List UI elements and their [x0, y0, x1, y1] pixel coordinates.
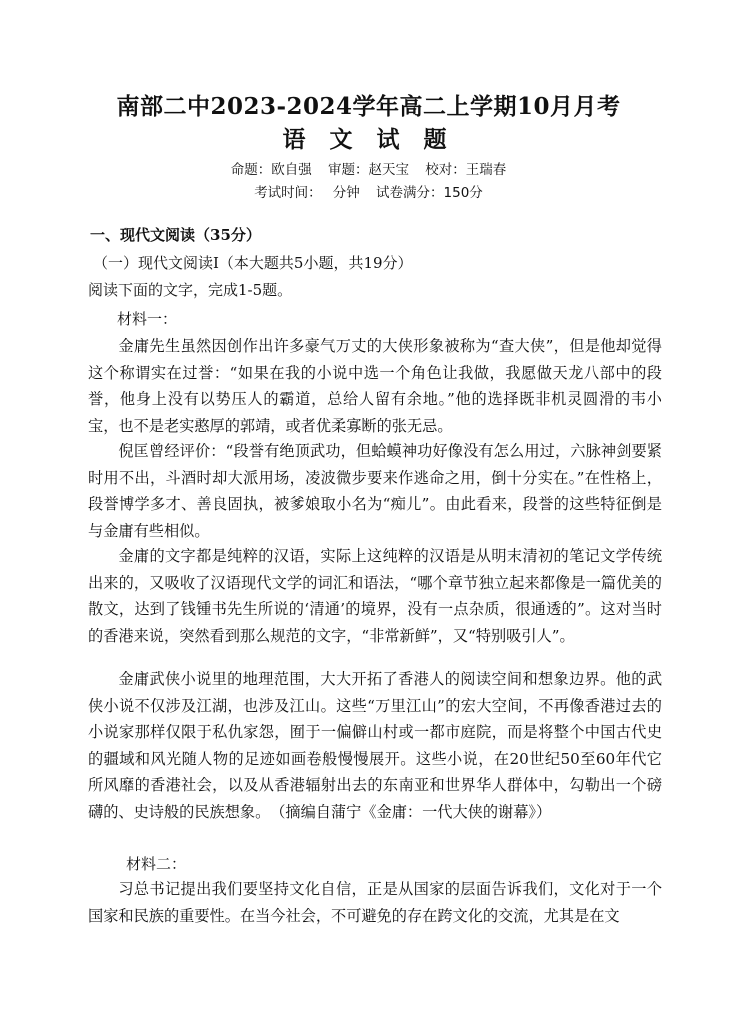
material-two-paragraph: 习总书记提出我们要坚持文化自信，正是从国家的层面告诉我们，文化对于一个国家和民族的重要性。在当今社会，不可避免的存在跨文化的交流，尤其是在文	[88, 880, 662, 925]
credits-line	[0, 158, 737, 178]
material-one-paragraph: 金庸的文字都是纯粹的汉语，实际上这纯粹的汉语是从明末清初的笔记文学传统出来的，又吸收了汉语现代文学的词汇和语法，“哪个章节独立起来都像是一篇优美的散文，达到了钱锺书先生所说的‘清通’的境界，没有一点杂质，很通透的”。这对当时的香港来说，突然看到那么规范的文字，“非常新鲜”，又“特别吸引人”。	[88, 547, 662, 645]
exam-time-text: 考试时间： 分钟	[254, 185, 360, 201]
proposer-text: 命题：欧自强	[230, 162, 312, 178]
material-one-label: 材料一：	[117, 310, 178, 328]
reading-instruction: 阅读下面的文字，完成1-5题。	[88, 281, 293, 299]
full-score-text: 试卷满分：150分	[376, 185, 483, 201]
material-two-label: 材料二：	[126, 855, 187, 873]
section-heading: 一、现代文阅读（35分）	[90, 226, 261, 244]
material-one-paragraph: 金庸先生虽然因创作出许多豪气万丈的大侠形象被称为“查大侠”，但是他却觉得这个称谓实在过誉：“如果在我的小说中选一个角色让我做，我愿做天龙八部中的段誉，他身上没有以势压人的霸道，总给人留有余地。”他的选择既非机灵圆滑的韦小宝，也不是老实憨厚的郭靖，或者优柔寡断的张无忌。	[88, 337, 662, 435]
proofreader-text: 校对：王瑞春	[425, 162, 507, 178]
exam-title: 南部二中2023-2024学年高二上学期10月月考	[116, 93, 621, 120]
exam-info-line	[0, 181, 737, 201]
section-subheading: （一）现代文阅读I（本大题共5小题，共19分）	[93, 254, 413, 272]
reviewer-text: 审题：赵天宝	[328, 162, 409, 178]
material-one-paragraph: 金庸武侠小说里的地理范围，大大开拓了香港人的阅读空间和想象边界。他的武侠小说不仅涉及江湖，也涉及江山。这些“万里江山”的宏大空间，不再像香港过去的小说家那样仅限于私仇家怨，囿于一偏僻山村或一都市庭院，而是将整个中国古代史的疆域和风光随人物的足迹如画卷般慢慢展开。这些小说，在20世纪50至60年代它所风靡的香港社会，以及从香港辐射出去的东南亚和世界华人群体中，勾勒出一个磅礴的、史诗般的民族想象。 （摘编自蒲宁《金庸：一代大侠的谢幕》）	[88, 670, 662, 821]
exam-subject-title: 语 文 试 题	[282, 126, 455, 153]
material-one-paragraph: 倪匡曾经评价：“段誉有绝顶武功，但蛤蟆神功好像没有怎么用过，六脉神剑要紧时用不出，斗酒时却大派用场，凌波微步要来作逃命之用，倒十分实在。”在性格上，段誉博学多才、善良固执，被爹娘取小名为“痴儿”。由此看来，段誉的这些特征倒是与金庸有些相似。	[88, 442, 662, 540]
